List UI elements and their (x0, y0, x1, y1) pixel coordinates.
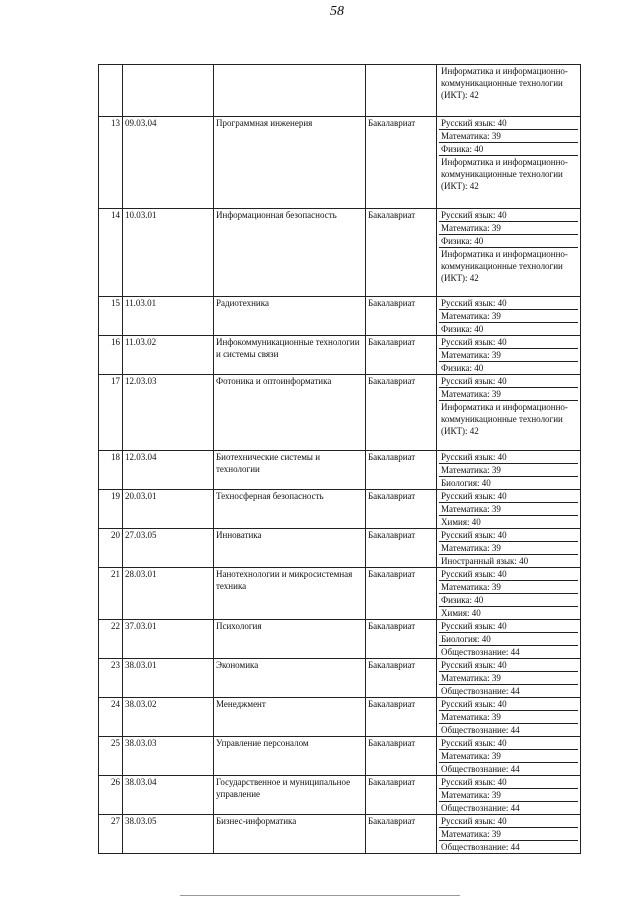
exam-subjects-cell (437, 620, 581, 659)
exam-subjects-cell (437, 815, 581, 854)
program-code-cell (123, 65, 214, 117)
program-code-cell: 20.03.01 (123, 490, 214, 529)
education-level-cell: Бакалавриат (366, 375, 437, 451)
row-number-cell: 16 (99, 336, 123, 375)
row-number-cell: 13 (99, 117, 123, 209)
program-code-cell: 38.03.02 (123, 698, 214, 737)
exam-subject: Математика: 39 (439, 349, 578, 362)
program-code-cell: 28.03.01 (123, 568, 214, 620)
exam-subject: Биология: 40 (441, 478, 491, 488)
table-body (99, 65, 581, 854)
program-code-cell: 27.03.05 (123, 529, 214, 568)
exam-subjects-cell (437, 737, 581, 776)
education-level-cell: Бакалавриат (366, 209, 437, 297)
program-name-cell: Психология (214, 620, 366, 659)
row-number-cell: 25 (99, 737, 123, 776)
table-row (99, 297, 581, 336)
table-row (99, 698, 581, 737)
program-name-cell: Государственное и муниципальное управление (214, 776, 366, 815)
exam-subject: Иностранный язык: 40 (441, 556, 529, 566)
exam-subject: Математика: 39 (439, 310, 578, 323)
program-name-cell: Инноватика (214, 529, 366, 568)
program-name-cell: Экономика (214, 659, 366, 698)
program-code-cell: 38.03.03 (123, 737, 214, 776)
program-name-cell: Информационная безопасность (214, 209, 366, 297)
exam-subject: Обществознание: 44 (441, 842, 520, 852)
education-level-cell: Бакалавриат (366, 568, 437, 620)
table-row (99, 529, 581, 568)
program-code-cell: 38.03.05 (123, 815, 214, 854)
exam-subject: Математика: 39 (439, 542, 578, 555)
program-code-cell: 37.03.01 (123, 620, 214, 659)
table-row (99, 776, 581, 815)
program-name-cell: Фотоника и оптоинформатика (214, 375, 366, 451)
program-name-cell: Менеджмент (214, 698, 366, 737)
exam-subject: Русский язык: 40 (439, 737, 578, 750)
table-row (99, 490, 581, 529)
row-number-cell: 26 (99, 776, 123, 815)
program-name-cell: Управление персоналом (214, 737, 366, 776)
table-row (99, 659, 581, 698)
exam-subject: Русский язык: 40 (439, 451, 578, 464)
exam-subject: Информатика и информационно-коммуникационные технологии (ИКТ): 42 (441, 157, 568, 191)
exam-subject: Русский язык: 40 (439, 620, 578, 633)
row-number-cell: 20 (99, 529, 123, 568)
row-number-cell: 14 (99, 209, 123, 297)
table-row (99, 815, 581, 854)
program-name-cell: Программная инженерия (214, 117, 366, 209)
exam-subject: Русский язык: 40 (439, 297, 578, 310)
exam-subject: Обществознание: 44 (441, 686, 520, 696)
program-name-cell: Бизнес-информатика (214, 815, 366, 854)
education-level-cell: Бакалавриат (366, 117, 437, 209)
exam-subjects-cell (437, 297, 581, 336)
exam-subject: Русский язык: 40 (439, 490, 578, 503)
exam-subject: Математика: 39 (439, 464, 578, 477)
exam-subject: Математика: 39 (439, 672, 578, 685)
exam-subject: Обществознание: 44 (441, 725, 520, 735)
program-code-cell: 11.03.02 (123, 336, 214, 375)
exam-subject: Физика: 40 (441, 363, 484, 373)
exam-subjects-cell (437, 490, 581, 529)
education-level-cell: Бакалавриат (366, 776, 437, 815)
exam-subject: Физика: 40 (439, 143, 578, 156)
table-row (99, 451, 581, 490)
education-level-cell: Бакалавриат (366, 659, 437, 698)
exam-subject: Математика: 39 (439, 130, 578, 143)
education-level-cell: Бакалавриат (366, 620, 437, 659)
exam-subject: Химия: 40 (441, 517, 481, 527)
exam-subject: Русский язык: 40 (439, 336, 578, 349)
page-bottom-line (180, 895, 460, 896)
exam-subjects-cell (437, 209, 581, 297)
exam-subjects-cell (437, 568, 581, 620)
program-code-cell: 10.03.01 (123, 209, 214, 297)
program-name-cell: Инфокоммуникационные технологии и системы связи (214, 336, 366, 375)
exam-subject: Физика: 40 (439, 235, 578, 248)
program-code-cell: 38.03.01 (123, 659, 214, 698)
education-level-cell: Бакалавриат (366, 815, 437, 854)
exam-subject: Математика: 39 (439, 789, 578, 802)
exam-subject: Математика: 39 (439, 503, 578, 516)
row-number-cell: 21 (99, 568, 123, 620)
exam-subject: Обществознание: 44 (441, 803, 520, 813)
exam-subject: Обществознание: 44 (441, 647, 520, 657)
exam-subjects-cell (437, 65, 581, 117)
table-row (99, 737, 581, 776)
exam-subject: Русский язык: 40 (439, 698, 578, 711)
program-code-cell: 12.03.03 (123, 375, 214, 451)
exam-subjects-cell (437, 451, 581, 490)
exam-subject: Русский язык: 40 (439, 375, 578, 388)
row-number-cell: 23 (99, 659, 123, 698)
education-level-cell: Бакалавриат (366, 698, 437, 737)
page-number: 58 (330, 4, 344, 19)
exam-subject: Математика: 39 (439, 222, 578, 235)
exam-subject: Математика: 39 (439, 581, 578, 594)
exam-subject: Информатика и информационно-коммуникационные технологии (ИКТ): 42 (441, 249, 568, 283)
education-level-cell: Бакалавриат (366, 529, 437, 568)
row-number-cell: 18 (99, 451, 123, 490)
exam-subject: Математика: 39 (439, 711, 578, 724)
table-row (99, 620, 581, 659)
exam-subject: Обществознание: 44 (441, 764, 520, 774)
program-name-cell: Биотехнические системы и технологии (214, 451, 366, 490)
exam-subject: Биология: 40 (439, 633, 578, 646)
table-row (99, 336, 581, 375)
program-name-cell: Нанотехнологии и микросистемная техника (214, 568, 366, 620)
row-number-cell: 15 (99, 297, 123, 336)
education-level-cell: Бакалавриат (366, 490, 437, 529)
exam-subject: Русский язык: 40 (439, 209, 578, 222)
program-name-cell: Радиотехника (214, 297, 366, 336)
table-row (99, 375, 581, 451)
program-code-cell: 12.03.04 (123, 451, 214, 490)
exam-subjects-cell (437, 375, 581, 451)
exam-subject: Математика: 39 (439, 388, 578, 401)
exam-subject: Информатика и информационно-коммуникационные технологии (ИКТ): 42 (441, 66, 568, 100)
exam-subject: Русский язык: 40 (439, 117, 578, 130)
exam-subjects-cell (437, 117, 581, 209)
program-code-cell: 11.03.01 (123, 297, 214, 336)
program-name-cell (214, 65, 366, 117)
row-number-cell: 27 (99, 815, 123, 854)
program-code-cell: 09.03.04 (123, 117, 214, 209)
exam-subjects-cell (437, 659, 581, 698)
row-number-cell: 19 (99, 490, 123, 529)
admission-table (98, 64, 581, 854)
exam-subject: Физика: 40 (439, 594, 578, 607)
exam-subject: Русский язык: 40 (439, 529, 578, 542)
row-number-cell (99, 65, 123, 117)
program-code-cell: 38.03.04 (123, 776, 214, 815)
program-name-cell: Техносферная безопасность (214, 490, 366, 529)
exam-subject: Математика: 39 (439, 750, 578, 763)
table-row (99, 65, 581, 117)
exam-subject: Физика: 40 (441, 324, 484, 334)
table-row (99, 209, 581, 297)
education-level-cell: Бакалавриат (366, 297, 437, 336)
row-number-cell: 17 (99, 375, 123, 451)
table-row (99, 568, 581, 620)
exam-subject: Русский язык: 40 (439, 568, 578, 581)
education-level-cell: Бакалавриат (366, 737, 437, 776)
exam-subject: Русский язык: 40 (439, 815, 578, 828)
table-row (99, 117, 581, 209)
education-level-cell: Бакалавриат (366, 336, 437, 375)
row-number-cell: 24 (99, 698, 123, 737)
exam-subjects-cell (437, 336, 581, 375)
exam-subject: Химия: 40 (441, 608, 481, 618)
exam-subject: Информатика и информационно-коммуникационные технологии (ИКТ): 42 (441, 402, 568, 436)
education-level-cell (366, 65, 437, 117)
education-level-cell: Бакалавриат (366, 451, 437, 490)
exam-subjects-cell (437, 529, 581, 568)
exam-subject: Математика: 39 (439, 828, 578, 841)
exam-subject: Русский язык: 40 (439, 659, 578, 672)
exam-subjects-cell (437, 776, 581, 815)
exam-subjects-cell (437, 698, 581, 737)
row-number-cell: 22 (99, 620, 123, 659)
exam-subject: Русский язык: 40 (439, 776, 578, 789)
